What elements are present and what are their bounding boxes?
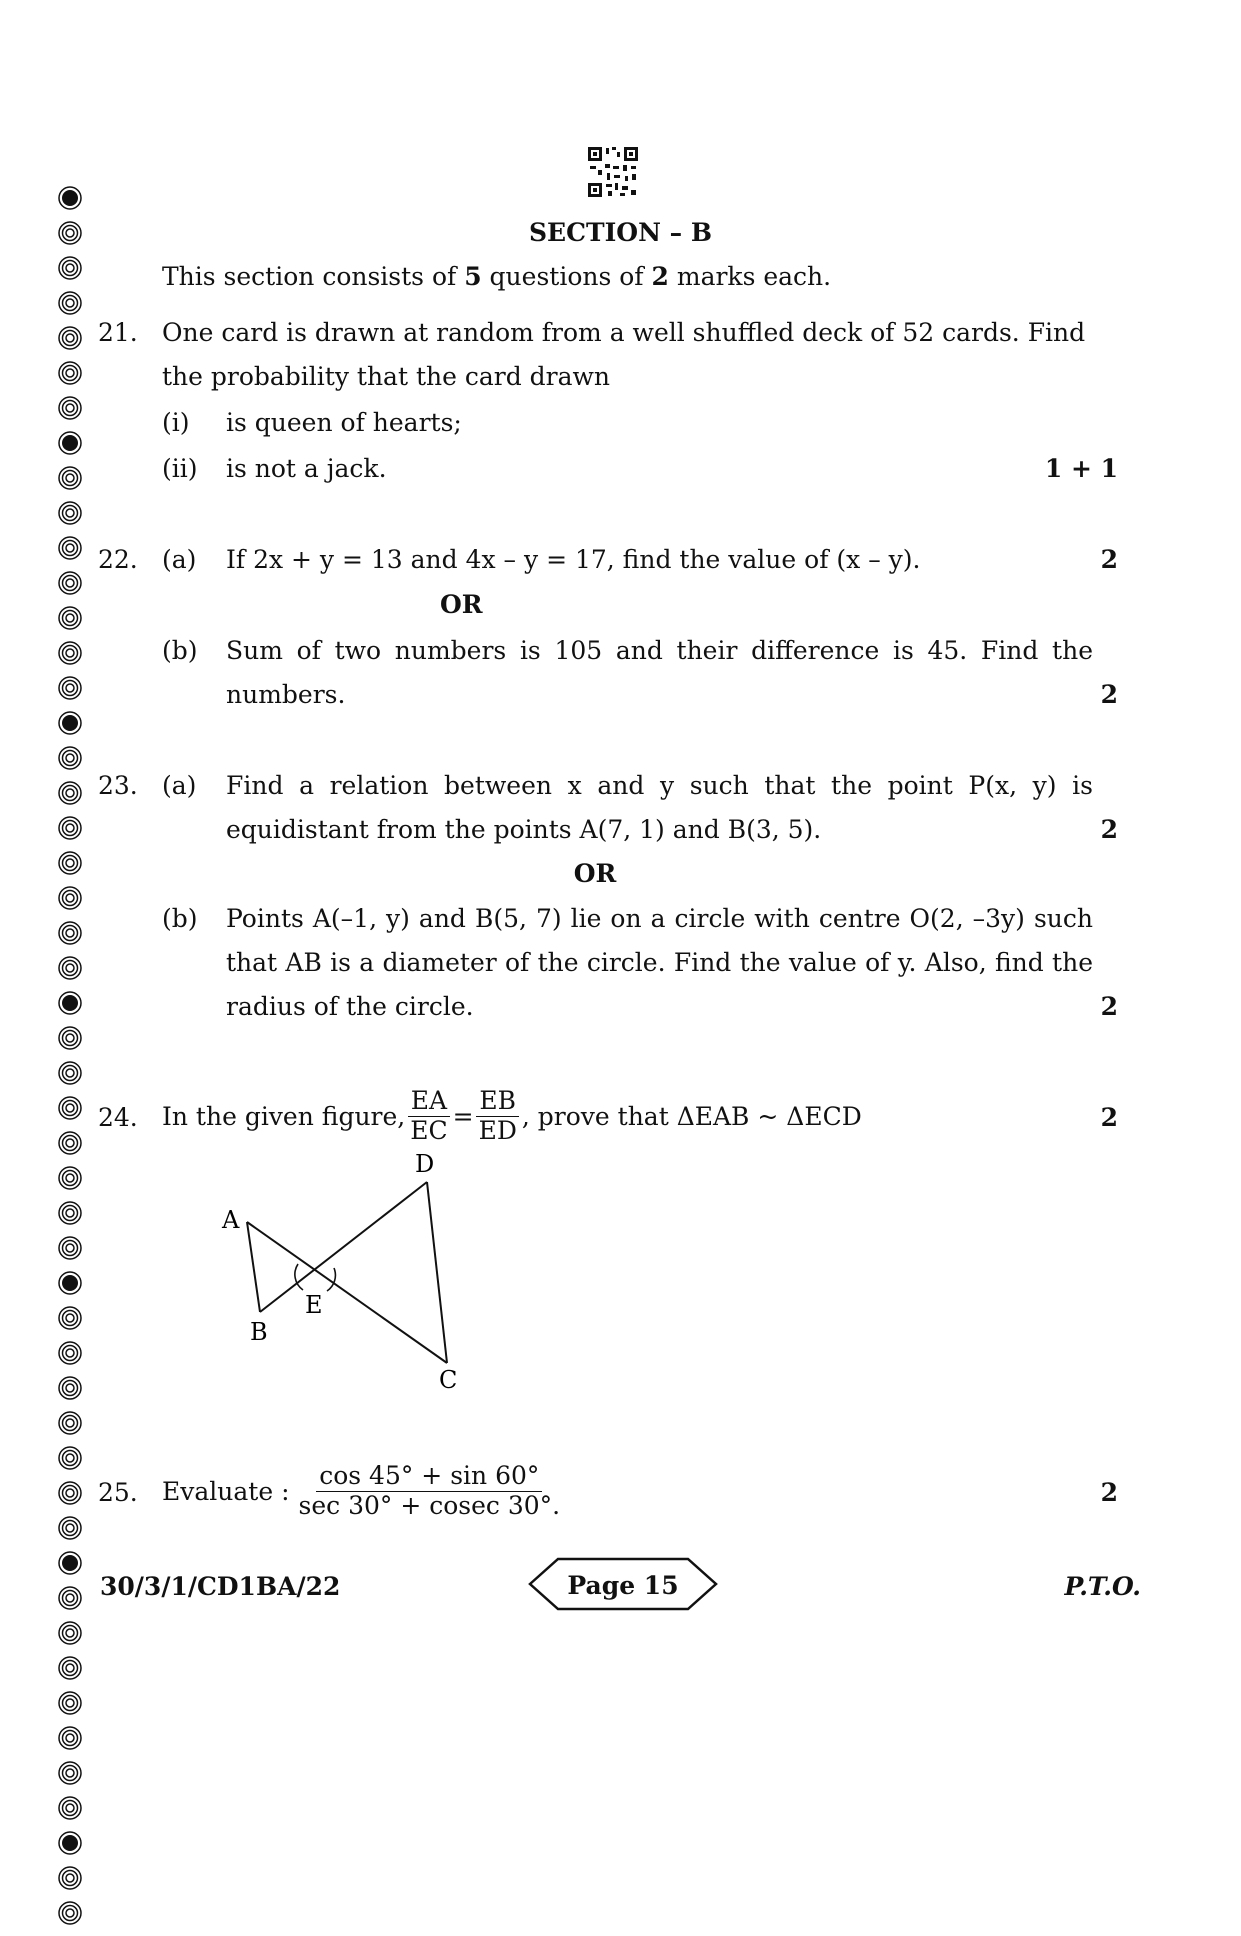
ratio-fraction: $\frac{EA}{EC}$ (407, 1087, 450, 1146)
marks: 2 (1100, 815, 1118, 844)
concentric-ring-icon (58, 1446, 82, 1470)
or-divider: OR (440, 590, 483, 619)
concentric-ring-icon (58, 396, 82, 420)
concentric-ring-icon (58, 361, 82, 385)
question-number: 22. (98, 545, 138, 574)
page-number-badge (528, 1557, 718, 1611)
part-label: (i) (162, 408, 190, 437)
concentric-ring-icon (58, 921, 82, 945)
concentric-ring-icon (58, 1586, 82, 1610)
margin-ring-strip (58, 186, 92, 1936)
part-text: is not a jack. (226, 454, 387, 483)
marks: 2 (1100, 1103, 1118, 1132)
part-text: If 2x + y = 13 and 4x – y = 17, find the value of (x – y). (226, 545, 921, 574)
question-number: 21. (98, 318, 138, 347)
section-intro: This section consists of 5 questions of 2 marks each. (162, 262, 832, 291)
concentric-ring-icon (58, 1901, 82, 1925)
concentric-ring-icon (58, 1341, 82, 1365)
part-label: (ii) (162, 454, 198, 483)
concentric-ring-icon (58, 466, 82, 490)
or-divider: OR (573, 859, 617, 888)
question-text: In the given figure, $\frac{EA}{EC}$ = $\frac{EB}{ED}$ , prove that ΔEAB ~ ΔECD (162, 1085, 862, 1145)
concentric-ring-icon (58, 256, 82, 280)
concentric-ring-icon (58, 1796, 82, 1820)
concentric-ring-icon (58, 676, 82, 700)
concentric-ring-icon (58, 291, 82, 315)
concentric-ring-icon (58, 1516, 82, 1540)
please-turn-over: P.T.O. (1064, 1572, 1141, 1601)
marks: 2 (1100, 992, 1118, 1021)
trig-fraction: $\frac{\cos 45^\circ + \sin 60^\circ}{\sec 30^\circ + cosec 30^\circ.}$ (298, 1460, 561, 1520)
ratio-fraction: $\frac{EB}{ED}$ (476, 1087, 520, 1146)
filled-circle-icon (58, 1551, 82, 1575)
marks: 2 (1100, 680, 1118, 709)
concentric-ring-icon (58, 816, 82, 840)
part-label: (b) (162, 904, 198, 933)
filled-circle-icon (58, 991, 82, 1015)
part-text: is queen of hearts; (226, 408, 462, 437)
concentric-ring-icon (58, 641, 82, 665)
filled-circle-icon (58, 1831, 82, 1855)
concentric-ring-icon (58, 1621, 82, 1645)
concentric-ring-icon (58, 1481, 82, 1505)
concentric-ring-icon (58, 746, 82, 770)
concentric-ring-icon (58, 536, 82, 560)
section-title: SECTION – B (529, 218, 712, 247)
page-number: Page 15 (567, 1571, 679, 1600)
part-text: that AB is a diameter of the circle. Find the value of y. Also, find the (226, 948, 1093, 977)
question-number: 25. (98, 1478, 138, 1507)
marks: 2 (1100, 1478, 1118, 1507)
vertex-label-e: E (305, 1291, 323, 1319)
marks: 2 (1100, 545, 1118, 574)
concentric-ring-icon (58, 1761, 82, 1785)
qr-code (587, 146, 639, 198)
question-text: the probability that the card drawn (162, 362, 611, 391)
concentric-ring-icon (58, 1166, 82, 1190)
part-label: (a) (162, 771, 197, 800)
part-label: (b) (162, 636, 198, 665)
question-text: Evaluate : $\frac{\cos 45^\circ + \sin 60^\circ}{\sec 30^\circ + cosec 30^\circ.}$ (162, 1455, 565, 1527)
question-number: 23. (98, 771, 138, 800)
concentric-ring-icon (58, 886, 82, 910)
concentric-ring-icon (58, 1026, 82, 1050)
concentric-ring-icon (58, 326, 82, 350)
concentric-ring-icon (58, 606, 82, 630)
concentric-ring-icon (58, 1306, 82, 1330)
concentric-ring-icon (58, 1201, 82, 1225)
vertex-label-b: B (250, 1318, 268, 1346)
concentric-ring-icon (58, 781, 82, 805)
marks: 1 + 1 (1044, 454, 1118, 483)
concentric-ring-icon (58, 1376, 82, 1400)
concentric-ring-icon (58, 1236, 82, 1260)
part-text: radius of the circle. (226, 992, 474, 1021)
concentric-ring-icon (58, 1726, 82, 1750)
vertex-label-d: D (415, 1150, 435, 1178)
part-text: Find a relation between x and y such that the point P(x, y) is (226, 771, 1093, 800)
paper-code: 30/3/1/CD1BA/22 (100, 1572, 341, 1601)
filled-circle-icon (58, 186, 82, 210)
question-text: One card is drawn at random from a well shuffled deck of 52 cards. Find (162, 318, 1086, 347)
vertex-label-a: A (222, 1206, 240, 1234)
concentric-ring-icon (58, 1691, 82, 1715)
part-text: Sum of two numbers is 105 and their difference is 45. Find the (226, 636, 1093, 665)
part-text: equidistant from the points A(7, 1) and B(3, 5). (226, 815, 822, 844)
concentric-ring-icon (58, 1096, 82, 1120)
triangle-figure (210, 1150, 490, 1400)
concentric-ring-icon (58, 1061, 82, 1085)
question-number: 24. (98, 1103, 138, 1132)
concentric-ring-icon (58, 501, 82, 525)
part-label: (a) (162, 545, 197, 574)
concentric-ring-icon (58, 956, 82, 980)
concentric-ring-icon (58, 1131, 82, 1155)
part-text: numbers. (226, 680, 346, 709)
concentric-ring-icon (58, 1866, 82, 1890)
filled-circle-icon (58, 431, 82, 455)
concentric-ring-icon (58, 1411, 82, 1435)
part-text: Points A(–1, y) and B(5, 7) lie on a circle with centre O(2, –3y) such (226, 904, 1093, 933)
filled-circle-icon (58, 1271, 82, 1295)
concentric-ring-icon (58, 1656, 82, 1680)
vertex-label-c: C (439, 1366, 458, 1394)
filled-circle-icon (58, 711, 82, 735)
concentric-ring-icon (58, 571, 82, 595)
